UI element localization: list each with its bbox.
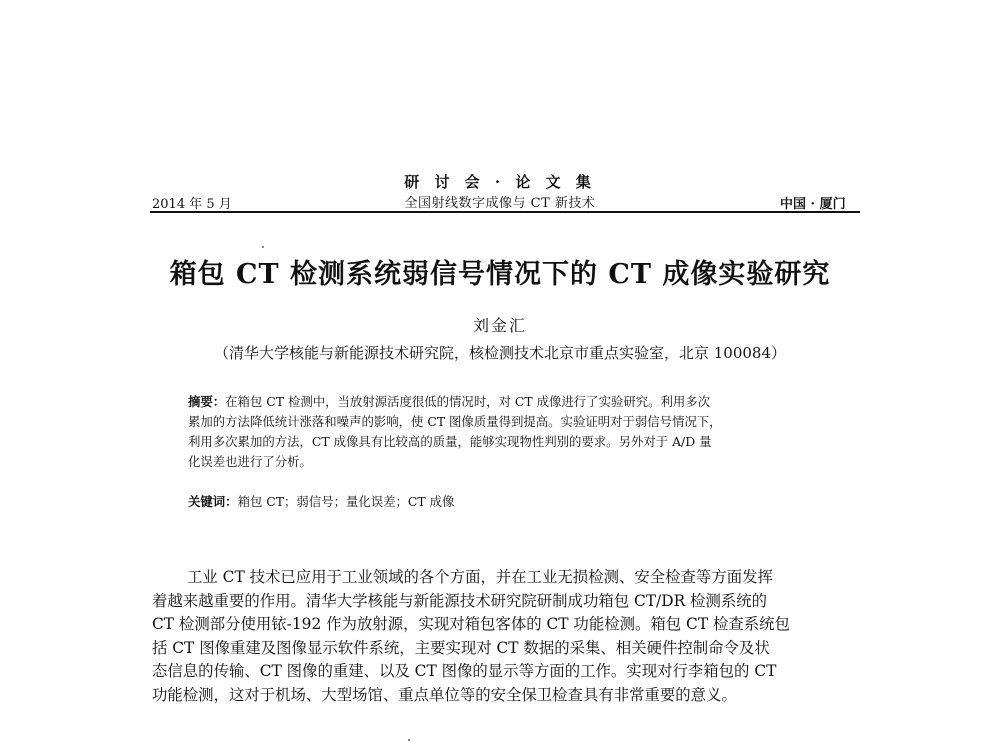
keywords-text: 箱包 CT；弱信号；量化误差；CT 成像 xyxy=(237,494,455,509)
abstract xyxy=(188,392,824,472)
scan-speck xyxy=(408,739,410,741)
abstract-text: 在箱包 CT 检测中，当放射源活度很低的情况时，对 CT 成像进行了实验研究。利用多次 xyxy=(225,394,711,409)
body-line: CT 检测部分使用铱-192 作为放射源，实现对箱包客体的 CT 功能检测。箱包 CT 检查系统包 xyxy=(152,615,790,633)
header-divider xyxy=(150,211,860,213)
header-date: 2014 年 5 月 xyxy=(152,197,232,212)
conference-subtitle: 全国射线数字成像与 CT 新技术 xyxy=(404,196,596,211)
body-line: 功能检测，这对于机场、大型场馆、重点单位等的安全保卫检查具有非常重要的意义。 xyxy=(152,685,737,704)
body-line: 态信息的传输、CT 图像的重建、以及 CT 图像的显示等方面的工作。实现对行李箱包的 CT xyxy=(152,662,777,680)
keywords-label: 关键词： xyxy=(188,494,238,509)
abstract-label: 摘要： xyxy=(188,394,226,409)
abstract-line xyxy=(188,392,824,412)
paper-author: 刘金汇 xyxy=(472,316,527,335)
scan-speck xyxy=(262,246,264,248)
paper-affiliation: （清华大学核能与新能源技术研究院，核检测技术北京市重点实验室，北京 100084） xyxy=(213,344,787,362)
abstract-line: 利用多次累加的方法，CT 成像具有比较高的质量，能够实现物性判别的要求。另外对于 A/D 量 xyxy=(188,434,712,449)
body-line: 着越来越重要的作用。清华大学核能与新能源技术研究院研制成功箱包 CT/DR 检测系统的 xyxy=(152,591,768,610)
body-line: 工业 CT 技术已应用于工业领域的各个方面，并在工业无损检测、安全检查等方面发挥 xyxy=(187,568,773,586)
abstract-line: 累加的方法降低统计涨落和噪声的影响，使 CT 图像质量得到提高。实验证明对于弱信号情况下， xyxy=(188,414,722,429)
abstract-line: 化误差也进行了分析。 xyxy=(188,454,312,469)
body-line: 括 CT 图像重建及图像显示软件系统，主要实现对 CT 数据的采集、相关硬件控制命令及状 xyxy=(152,638,770,657)
body-paragraph xyxy=(152,566,862,707)
header-location: 中国 · 厦门 xyxy=(780,197,846,212)
paper-title: 箱包 CT 检测系统弱信号情况下的 CT 成像实验研究 xyxy=(169,259,831,290)
keywords xyxy=(188,492,454,510)
conference-title: 研 讨 会 · 论 文 集 xyxy=(404,173,596,191)
